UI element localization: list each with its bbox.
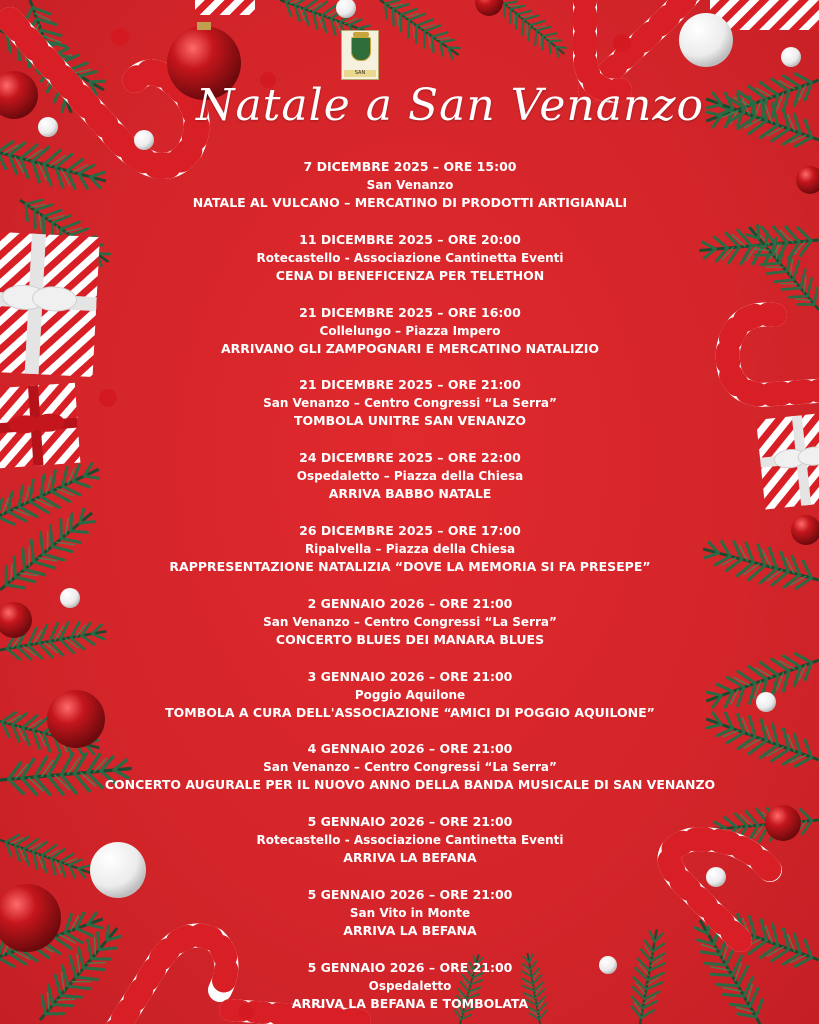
event-title: ARRIVANO GLI ZAMPOGNARI E MERCATINO NATALIZIO	[220, 340, 600, 356]
event-title: TOMBOLA A CURA DELL'ASSOCIAZIONE “AMICI DI POGGIO AQUILONE”	[165, 704, 655, 720]
poster-title: Natale a San Venanzo	[195, 80, 705, 131]
event-datetime: 11 DICEMBRE 2025 – ORE 20:00	[299, 231, 521, 247]
event-title: ARRIVA BABBO NATALE	[328, 486, 492, 502]
event-item	[100, 886, 720, 959]
event-location: Collelungo – Piazza Impero	[319, 323, 501, 338]
event-list	[100, 158, 720, 1024]
event-datetime: 4 GENNAIO 2026 – ORE 21:00	[307, 741, 513, 757]
event-title: TOMBOLA UNITRE SAN VENANZO	[293, 413, 527, 429]
event-location: San Venanzo	[366, 178, 454, 192]
event-location: Poggio Aquilone	[354, 687, 466, 702]
shield-icon	[351, 37, 371, 61]
event-item	[100, 158, 720, 231]
event-item	[100, 959, 720, 1024]
event-datetime: 2 GENNAIO 2026 – ORE 21:00	[307, 595, 513, 611]
event-title: NATALE AL VULCANO – MERCATINO DI PRODOTTI ARTIGIANALI	[192, 195, 628, 210]
event-title: CONCERTO AUGURALE PER IL NUOVO ANNO DELLA BANDA MUSICALE DI SAN VENANZO	[104, 777, 716, 793]
event-location: Ospedaletto	[368, 978, 452, 993]
event-item	[100, 376, 720, 449]
event-location: San Venanzo – Centro Congressi “La Serra”	[263, 396, 557, 411]
event-location: Ospedaletto – Piazza della Chiesa	[296, 469, 524, 484]
event-item	[100, 740, 720, 813]
event-title: ARRIVA LA BEFANA	[343, 922, 477, 938]
event-title: ARRIVA LA BEFANA E TOMBOLATA	[291, 995, 529, 1011]
event-datetime: 21 DICEMBRE 2025 – ORE 16:00	[299, 304, 521, 320]
event-datetime: 7 DICEMBRE 2025 – ORE 15:00	[303, 159, 517, 174]
event-item	[100, 522, 720, 595]
event-title: RAPPRESENTAZIONE NATALIZIA “DOVE LA MEMORIA SI FA PRESEPE”	[169, 558, 651, 574]
event-location: Rotecastello - Associazione Cantinetta Eventi	[256, 250, 564, 265]
event-datetime: 26 DICEMBRE 2025 – ORE 17:00	[299, 522, 521, 538]
event-datetime: 21 DICEMBRE 2025 – ORE 21:00	[299, 377, 521, 393]
event-title: ARRIVA LA BEFANA	[343, 850, 477, 866]
crest-caption: SAN	[344, 70, 376, 77]
event-item	[100, 813, 720, 886]
event-location: Ripalvella – Piazza della Chiesa	[304, 541, 516, 556]
event-location: San Venanzo – Centro Congressi “La Serra”	[263, 614, 557, 629]
event-location: San Vito in Monte	[349, 905, 471, 920]
event-item	[100, 595, 720, 668]
municipality-crest	[341, 30, 379, 80]
event-location: San Venanzo – Centro Congressi “La Serra”	[263, 760, 557, 775]
event-datetime: 3 GENNAIO 2026 – ORE 21:00	[307, 668, 513, 684]
event-datetime: 5 GENNAIO 2026 – ORE 21:00	[307, 959, 513, 975]
event-datetime: 5 GENNAIO 2026 – ORE 21:00	[307, 886, 513, 902]
event-item	[100, 304, 720, 377]
event-item	[100, 668, 720, 741]
event-title: CENA DI BENEFICENZA PER TELETHON	[275, 267, 545, 283]
event-datetime: 24 DICEMBRE 2025 – ORE 22:00	[299, 450, 521, 466]
event-title: CONCERTO BLUES DEI MANARA BLUES	[275, 631, 545, 647]
event-datetime: 5 GENNAIO 2026 – ORE 21:00	[307, 814, 513, 830]
event-item	[100, 449, 720, 522]
event-item	[100, 231, 720, 304]
event-location: Rotecastello - Associazione Cantinetta Eventi	[256, 833, 564, 848]
